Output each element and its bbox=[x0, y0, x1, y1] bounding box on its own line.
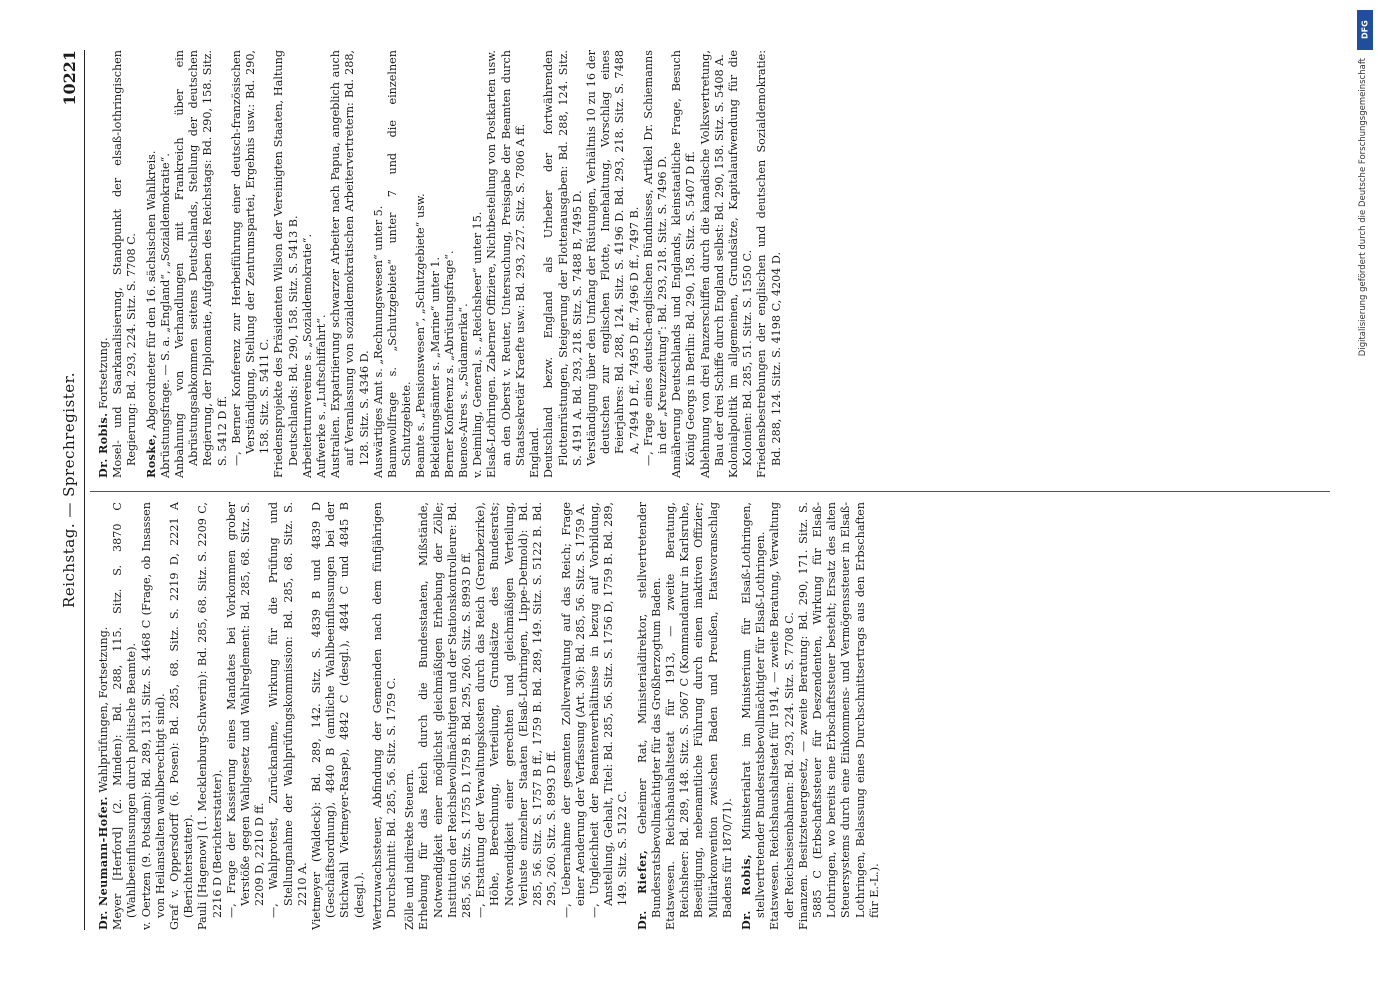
entry-text: Baumwollfrage s. „Schutzgebiete“ unter 7 und die einzelnen Schutzgebiete. bbox=[386, 50, 414, 478]
entry-text: Anbahnung von Verhandlungen mit Frankreich über ein Abrüstungsabkommen seitens Deutschlands, Stellung der deutschen Regierung, der Diplomatie, Aufgaben des Reichstags: Bd. 290, 158. Sitz. S. 5412 D ff. bbox=[173, 50, 229, 478]
entry-text: Bekleidungsämter s. „Marine“ unter 1. bbox=[428, 256, 442, 478]
entry-text: Beamte s. „Pensionswesen“, „Schutzgebiete“ usw. bbox=[414, 193, 428, 478]
entry-text: —, Wahlprotest, Zurücknahme, Wirkung für die Prüfung und Stellungnahme der Wahlprüfungskommission: Bd. 285, 68. Sitz. S. 2210 A. bbox=[267, 502, 309, 918]
register-entry bbox=[386, 50, 414, 478]
entry-text: Auswärtiges Amt s. „Rechnungswesen“ unter 5. bbox=[371, 205, 385, 478]
register-heading bbox=[403, 502, 417, 930]
register-entry bbox=[797, 502, 882, 930]
register-heading bbox=[371, 502, 399, 930]
entry-text: Etatswesen. Reichshaushaltsetat für 1913, — zweite Beratung, Reichsheer: Bd. 289, 148. Sitz. S. 5067 C (Kommandantur in Karlsruhe, Beseitigung, nebenamtliche Führung durch einen inaktiven Offizier; Militärkonvention zwischen Baden und Preußen, Etatsvoranschlag Badens für 1870/71). bbox=[663, 502, 734, 930]
register-heading bbox=[96, 50, 111, 478]
register-heading bbox=[96, 502, 111, 930]
register-entry bbox=[585, 50, 642, 478]
entry-text: Elsaß-Lothringen. Zaberner Offiziere, Nichtbestellung von Postkarten usw. an den Oberst v. Reuter, Untersuchung, Preisgabe der Beamten durch Staatssekretär Kraefte usw.: Bd. 293, 227. Sitz. S. 7806 A ff. bbox=[485, 50, 527, 478]
entry-text: Erhebung für das Reich durch die Bundesstaaten, Mißstände, Notwendigkeit einer möglichst gleichmäßigen Erhebung der Zölle; Institution der Reichsbevollmächtigten und der Stationskontrolleure: Bd. 285, 56. Sitz. S. 1755 D, 1759 B. Bd. 295, 260. Sitz. S. 8993 D ff. bbox=[417, 501, 474, 930]
entry-text: Wertzuwachssteuer, Abfindung der Gemeinden nach dem fünfjährigen Durchschnitt: Bd. 285, 56. Sitz. S. 1759 C. bbox=[370, 502, 399, 930]
entry-text: Aufwerke s. „Luftschiffahrt“. bbox=[315, 314, 329, 478]
register-entry bbox=[173, 50, 230, 478]
entry-text: v. Deimling, General, s. „Reichsheer“ unter 15. bbox=[471, 211, 485, 478]
entry-text: Berner Konferenz s. „Abrüstungsfrage“. bbox=[442, 250, 456, 478]
running-title: Reichstag. — Sprechregister. bbox=[60, 372, 78, 608]
entry-text: Friedensbestrebungen der englischen und deutschen Sozialdemokratie: Bd. 288, 124. Sitz. S. 4198 C, 4204 D. bbox=[755, 50, 783, 478]
entry-text: —, Berner Konferenz zur Herbeiführung einer deutsch-französischen Verständigung, Stellung der Zentrumspartei, Ergebnis usw.: Bd. 290, 158. Sitz. S. 5411 C. bbox=[229, 50, 272, 466]
entry-text: —, Ungleichheit der Beamtenverhältnisse in bezug auf Vorbildung, Anstellung, Gehalt, Titel: Bd. 285, 56. Sitz. S. 1756 D, 1759 B. Bd. 289, 149. Sitz. S. 5122 C. bbox=[587, 502, 630, 918]
register-entry bbox=[315, 50, 329, 478]
entry-text: Wahlprüfungen, Fortsetzung. bbox=[97, 626, 110, 793]
entry-text: Graf v. Oppersdorff (6. Posen): Bd. 285, 68. Sitz. S. 2219 D, 2221 A (Berichterstatter). bbox=[168, 502, 196, 930]
entry-text: Buenos-Aires s. „Südamerika“. bbox=[457, 303, 471, 478]
register-entry bbox=[196, 502, 224, 930]
speaker-name: Dr. Robis. bbox=[96, 412, 110, 478]
left-column bbox=[92, 502, 882, 930]
entry-text: Geheimer Rat, Ministerialdirektor, stellvertretender Bundesratsbevollmächtigter für das Großherzogtum Baden. bbox=[635, 502, 663, 918]
entry-text: Finanzen. Besitzsteuergesetz, — zweite Beratung: Bd. 290, 171. Sitz. S. 5885 C (Erbschaftssteuer für Deszendenten, Wirkung für Elsaß-Lothringen, wo bereits eine Erbschaftssteuer besteht; Ersatz des alten Steuersystems durch eine Einkommens- und Vermögenssteuer in Elsaß-Lothringen, Belassung eines Durchschnittsertrags aus den Erbschaften für E.-L.). bbox=[796, 502, 881, 930]
entry-text: Verständigung über den Umfang der Rüstungen, Verhältnis 10 zu 16 der deutschen zur englischen Flotte, Innehaltung, Vorschlag eines Feierjahres: Bd. 288, 124. Sitz. S. 4196 D. Bd. 293, 218. Sitz. S. 7488 A, 7494 D ff., 7495 D ff., 7496 D ff., 7497 B. bbox=[584, 50, 641, 466]
register-entry bbox=[329, 50, 372, 478]
entry-text: Kolonialpolitik im allgemeinen, Grundsätze, Kapitalaufwendung für die Kolonien: Bd. 285, 51. Sitz. S. 1550 C. bbox=[726, 50, 755, 478]
register-entry bbox=[168, 502, 196, 930]
dfg-sidebar bbox=[1355, 8, 1377, 998]
entry-text: Fortsetzung. bbox=[97, 337, 110, 410]
page-number: 10221 bbox=[60, 50, 79, 106]
entry-text: Arbeiterturnvereine s. „Sozialdemokratie“. bbox=[300, 233, 314, 478]
register-entry bbox=[310, 502, 367, 930]
dfg-logo: DFG bbox=[1357, 10, 1373, 50]
entry-text: England. bbox=[528, 427, 542, 478]
register-entry bbox=[755, 50, 783, 478]
header-rule bbox=[84, 50, 85, 930]
register-heading bbox=[144, 50, 159, 478]
register-entry bbox=[429, 50, 443, 478]
entry-text: Vietmeyer (Waldeck): Bd. 289, 142. Sitz. S. 4839 B und 4839 D (Geschäftsordnung), 4840 B (amtliche Wahlbeeinflussungen bei der Stichwahl Vietmeyer-Raspe), 4842 C (desgl.), 4844 C und 4845 B (desgl.). bbox=[310, 502, 366, 930]
register-heading bbox=[739, 502, 768, 930]
entry-text: Abrüstungsfrage. — S. a. „England“, „Sozialdemokratie“. bbox=[158, 153, 172, 478]
entry-text: —, Frage eines deutsch-englischen Bündnisses, Artikel Dr. Schiemanns in der „Kreuzzeitung“: Bd. 293, 218. Sitz. S. 7496 D. bbox=[641, 50, 669, 466]
entry-text: Meyer [Herford] (2. Minden): Bd. 288, 115. Sitz. S. 3870 C (Wahlbeeinflussungen durch politische Beamte). bbox=[111, 502, 139, 930]
register-entry bbox=[225, 502, 268, 930]
entry-text: Friedensprojekte des Präsidenten Wilson der Vereinigten Staaten, Haltung Deutschlands: Bd. 290, 158. Sitz. S. 5413 B. bbox=[272, 50, 300, 478]
entry-text: —, Frage der Kassierung eines Mandates bei Vorkommen grober Verstöße gegen Wahlgesetz und Wahlreglement: Bd. 285, 68. Sitz. S. 2209 D, 2210 D ff. bbox=[224, 502, 267, 918]
register-entry bbox=[474, 502, 559, 930]
entry-text: Australien. Expatriierung schwarzer Arbeiter nach Papua, angeblich auch auf Veranlassung von sozialdemokratischen Arbeitervertretern: Bd. 288, 128. Sitz. S. 4346 D. bbox=[329, 50, 371, 478]
register-entry bbox=[727, 50, 755, 478]
register-entry bbox=[140, 502, 168, 930]
register-entry bbox=[485, 50, 528, 478]
register-entry bbox=[699, 50, 727, 478]
entry-text: Ministerialrat im Ministerium für Elsaß-Lothringen, stellvertretender Bundesratsbevollmächtigter für Elsaß-Lothringen. bbox=[739, 502, 768, 918]
column-divider bbox=[90, 491, 1330, 492]
entry-text: Pauli [Hagenow] (1. Mecklenburg-Schwerin): Bd. 285, 68. Sitz. S. 2209 C, 2216 D (Berichterstatter). bbox=[196, 502, 224, 930]
entry-text: —, Uebernahme der gesamten Zollverwaltung auf das Reich; Frage einer Aenderung der Verfassung (Art. 36): Bd. 285, 56. Sitz. S. 1759 A. bbox=[559, 502, 587, 918]
entry-text: v. Oertzen (9. Potsdam): Bd. 289, 131. Sitz. S. 4468 C (Frage, ob Insassen von Heilanstalten wahlberechtigt sind). bbox=[139, 502, 167, 930]
register-entry bbox=[471, 50, 485, 478]
entry-text: Ablehnung von drei Panzerschiffen durch die kanadische Volksvertretung, Bau der drei Schiffe durch England selbst: Bd. 290, 158. Sitz. S. 5408 A. bbox=[698, 50, 726, 478]
entry-text: Abgeordneter für den 16. sächsischen Wahlkreis. bbox=[144, 150, 158, 431]
register-entry bbox=[301, 50, 315, 478]
register-entry bbox=[267, 502, 310, 930]
register-entry bbox=[372, 50, 386, 478]
register-entry bbox=[664, 502, 735, 930]
register-heading bbox=[635, 502, 664, 930]
speaker-name: Roske, bbox=[143, 433, 158, 478]
register-entry bbox=[111, 50, 139, 478]
register-entry bbox=[159, 50, 173, 478]
entry-text: Deutschland bezw. England als Urheber der fortwährenden Flottenrüstungen, Steigerung der Flottenausgaben: Bd. 288, 124. Sitz. S. 4191 A. Bd. 293, 218. Sitz. S. 7488 B, 7495 D. bbox=[542, 50, 584, 478]
register-entry bbox=[443, 50, 457, 478]
entry-text: Mosel- und Saarkanalisierung, Standpunkt der elsaß-lothringischen Regierung: Bd. 293, 224. Sitz. S. 7708 C. bbox=[111, 50, 139, 478]
register-entry bbox=[230, 50, 273, 478]
speaker-name: Dr. Robis, bbox=[738, 853, 753, 930]
entry-text: Zölle und indirekte Steuern. bbox=[403, 769, 417, 930]
entry-text: Annäherung Deutschlands und Englands, kleinstaatliche Frage, Besuch König Georgs in Berlin: Bd. 290, 158. Sitz. S. 5407 D ff. bbox=[670, 50, 698, 478]
register-entry bbox=[768, 502, 796, 930]
speaker-name: Dr. Riefer, bbox=[634, 849, 649, 930]
entry-text: Etatswesen. Reichshaushaltsetat für 1914, — zweite Beratung, Verwaltung der Reichseisenbahnen: Bd. 293, 224. Sitz. S. 7708 C. bbox=[768, 502, 796, 930]
register-entry bbox=[417, 502, 474, 930]
register-entry bbox=[111, 502, 139, 930]
right-column bbox=[92, 50, 784, 478]
register-entry bbox=[457, 50, 471, 478]
register-entry bbox=[542, 50, 585, 478]
speaker-name: Dr. Neumann-Hofer. bbox=[96, 796, 110, 930]
register-entry bbox=[560, 502, 588, 930]
page-header bbox=[60, 50, 86, 930]
register-entry bbox=[272, 50, 300, 478]
register-entry bbox=[642, 50, 670, 478]
entry-text: —, Erstattung der Verwaltungskosten durch das Reich (Grenzbezirke), Höhe, Berechnung, Verteilung, Grundsätze des Bundesrats; Notwendigkeit einer gerechten und gleichmäßigen Verteilung, Verluste einzelner Staaten (Elsaß-Lothringen, Lippe-Detmold): Bd. 285, 56. Sitz. S. 1757 B ff., 1759 B. Bd. 289, 149. Sitz. S. 5122 B. Bd. 295, 260. Sitz. S. 8993 D ff. bbox=[474, 502, 559, 918]
register-entry bbox=[414, 50, 428, 478]
register-entry bbox=[588, 502, 631, 930]
register-entry bbox=[528, 50, 542, 478]
register-entry bbox=[670, 50, 698, 478]
dfg-credit-text: Digitalisierung gefördert durch die Deutsche Forschungsgemeinschaft bbox=[1358, 58, 1368, 357]
